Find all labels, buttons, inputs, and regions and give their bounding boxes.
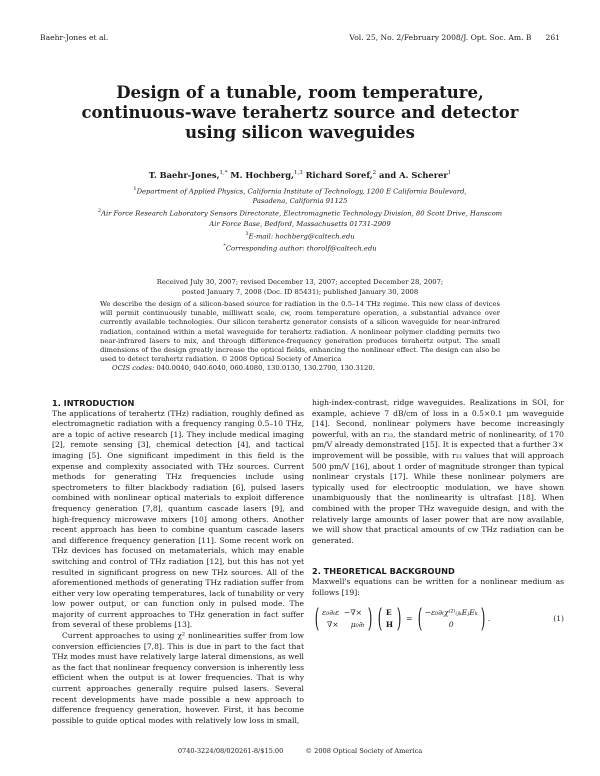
theory-paragraph-1: Maxwell's equations can be written for a nonlinear medium as follows [19]: — [312, 576, 564, 597]
page-number: 261 — [545, 33, 560, 42]
affiliation-2-cont: Air Force Base, Bedford, Massachusetts 01731-2909 — [209, 219, 391, 228]
abstract — [100, 300, 500, 374]
rhs-left-paren: ( — [417, 604, 422, 635]
matrix-cell-21: ∇× — [326, 620, 339, 630]
abstract-text: We describe the design of a silicon-based source for radiation in the 0.5–14 THz regime. This new class of devices will permit continuously tunable, milliwatt scale, cw, room temperature operation, a substantial advance over currently available technologies. Our silicon terahertz generator consists of a silicon waveguide for near-infrared radiation, contained within a metal waveguide for terahertz radiation. A nonlinear polymer cladding permits two near-infrared lasers to mix, and through difference-frequency generation produces terahertz output. The small dimensions of the design greatly increase the optical fields, enhancing the nonlinear effect. The design can also be used to detect terahertz radiation. © 2008 Optical Society of America — [100, 300, 500, 364]
author-3: Richard Soref, — [305, 170, 373, 180]
equals-sign: = — [406, 613, 413, 623]
received-dates — [60, 277, 540, 297]
author-2-affil: 1,3 — [293, 170, 303, 177]
article-code: 0740-3224/08/020261-8/$15.00 — [177, 747, 284, 755]
affiliation-2: $^2$Air Force Research Laboratory Sensors Directorate, Electromagnetic Technology Division, 80 Scott Drive, Hanscom — [97, 208, 503, 218]
vector-left-paren: ( — [377, 604, 383, 635]
rhs-row-2: 0 — [448, 620, 454, 630]
rhs-row-1: −ε₀∂ₜχ⁽²⁾ᵢⱼₖEⱼEₖ — [424, 608, 478, 618]
field-vector — [385, 607, 394, 631]
received-line-1: Received July 30, 2007; revised December 13, 2007; accepted December 28, 2007; — [156, 278, 444, 286]
body-column-left — [52, 398, 304, 726]
ocis-codes — [100, 364, 500, 373]
paper-title — [60, 83, 540, 143]
author-list — [60, 170, 540, 180]
author-and: and — [379, 170, 397, 180]
body-column-right — [312, 398, 564, 635]
title-line-3: using silicon waveguides — [185, 123, 415, 142]
ocis-values: 040.0040, 040.6040, 060.4080, 130.0130, 130.2790, 130.3120. — [154, 364, 375, 373]
page-footer — [40, 747, 560, 755]
equation-number: (1) — [553, 613, 564, 623]
received-line-2: posted January 7, 2008 (Doc. ID 85431); published January 30, 2008 — [181, 288, 419, 296]
matrix-left-paren: ( — [314, 604, 320, 635]
author-1: T. Baehr-Jones, — [148, 170, 220, 180]
footer-copyright: © 2008 Optical Society of America — [305, 747, 423, 755]
equation-1 — [312, 604, 564, 635]
rhs-right-paren: ) — [480, 604, 485, 635]
intro-paragraph-1: The applications of terahertz (THz) radiation, roughly defined as electromagnetic radiation with a frequency ranging 0.5–10 THz, are a topic of active research [1]. They include medical imaging [2], remote sensing [3], chemical detection [4], and tactical imaging [5]. One significant impediment in this field is the expense and complexity associated with THz sources. Current methods for generating THz frequencies include using spectrometers to filter blackbody radiation [6], pulsed lasers combined with nonlinear optical materials to exploit difference frequency generation [7,8], quantum cascade lasers [9], and high-frequency microwave mixers [10] among others. Another recent approach has been to combine quantum cascade lasers and difference frequency generation [11]. Some recent work on THz devices has focused on metamaterials, which may enable switching and control of THz radiation [12], but this has not yet resulted in significant progress on new THz sources. All of the aforementioned methods of generating THz radiation suffer from either very low operating temperatures, lack of tunability or very low power output, or can function only in pulsed mode. The majority of current approaches to THz generation in fact suffer from several of these problems [13]. — [52, 408, 304, 630]
section-heading-introduction: 1. INTRODUCTION — [52, 398, 135, 408]
intro-paragraph-2: Current approaches to using χ² nonlinearities suffer from low conversion efficiencies [7,8]. This is due in part to the fact that THz modes must have relatively large lateral dimensions, as well as the fact that nonlinear frequency conversion is inherently less efficient when the output is at lower frequencies. That is why current approaches generally require pulsed lasers. Several recent developments have made possible a new approach to difference frequency generation, however. First, it has become possible to guide optical modes with relatively low loss in small, — [52, 631, 304, 725]
vector-right-paren: ) — [396, 604, 402, 635]
equation-body: ( ε₀∂ₜε −∇× ∇× μ₀∂ₜ ) ( E H ) = ( −ε₀∂ₜχ⁽²⁾ᵢⱼₖEⱼEₖ 0 ) . — [314, 604, 491, 635]
author-4: A. Scherer — [399, 170, 448, 180]
operator-matrix — [322, 607, 364, 631]
author-3-affil: 2 — [372, 170, 377, 177]
title-line-1: Design of a tunable, room temperature, — [116, 83, 484, 102]
running-header-journal — [335, 33, 560, 42]
vector-e: E — [385, 608, 392, 618]
intro-paragraph-2-continued: high-index-contrast, ridge waveguides. Realizations in SOI, for example, achieve 7 dB/cm of loss in a 0.5×0.1 μm waveguide [14]. Second, nonlinear polymers have become increasingly powerful, with an r₃₃, the standard metric of nonlinearity, of 170 pm/V already demonstrated [15]. It is expected that a further 3× improvement will be possible, with r₃₃ values that will approach 500 pm/V [16], about 1 order of magnitude stronger than typical nonlinear crystals [17]. While these nonlinear polymers are typically used for electrooptic modulation, we have shown unambiguously that the nonlinearity is ultrafast [18]. When combined with the proper THz waveguide design, and with the relatively large amounts of laser power that are now available, we will show that practical amounts of cw THz radiation can be generated. — [312, 398, 564, 545]
author-2: M. Hochberg, — [230, 170, 294, 180]
rhs-vector — [425, 607, 478, 631]
corresponding-author: *Corresponding author: thorolf@caltech.edu — [223, 242, 377, 253]
ocis-label: OCIS codes: — [112, 364, 155, 373]
matrix-cell-22: μ₀∂ₜ — [350, 620, 365, 630]
author-4-affil: 1 — [447, 170, 452, 177]
matrix-right-paren: ) — [367, 604, 372, 635]
affiliations — [60, 184, 540, 253]
title-line-2: continuous-wave terahertz source and detector — [81, 103, 519, 122]
journal-citation: Vol. 25, No. 2/February 2008/J. Opt. Soc. Am. B — [349, 33, 532, 42]
running-header-authors: Baehr-Jones et al. — [40, 33, 109, 42]
vector-h: H — [385, 620, 394, 630]
affiliation-3-email: $^3$E-mail: hochberg@caltech.edu — [245, 230, 355, 240]
section-heading-theoretical-background: 2. THEORETICAL BACKGROUND — [312, 566, 455, 577]
matrix-cell-12: −∇× — [343, 608, 363, 618]
matrix-cell-11: ε₀∂ₜε — [322, 608, 340, 618]
affiliation-1-cont: Pasadena, California 91125 — [252, 197, 348, 206]
affiliation-1: $^1$Department of Applied Physics, California Institute of Technology, 1200 E California Boulevard, — [133, 186, 467, 196]
author-1-affil: 1,* — [219, 170, 228, 177]
